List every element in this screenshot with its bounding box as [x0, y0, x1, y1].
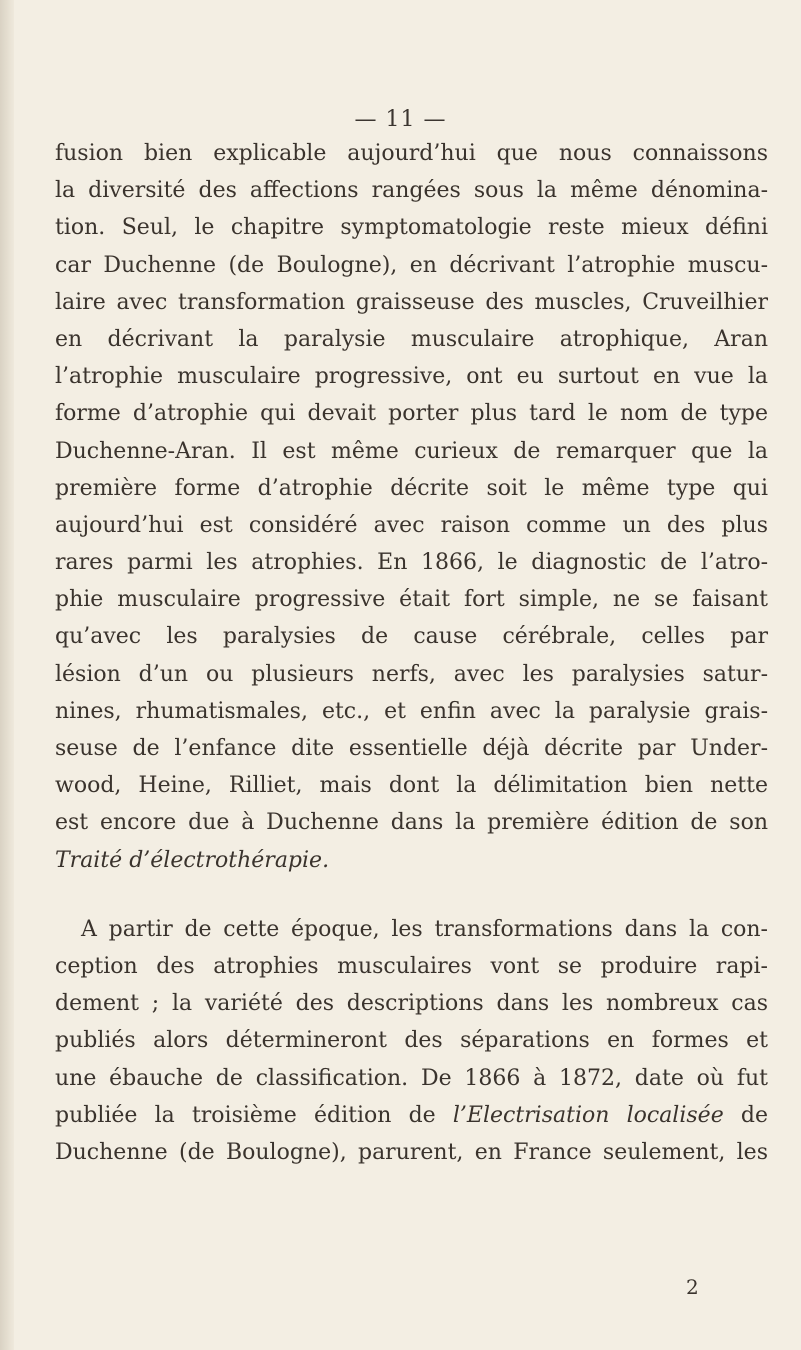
text-line: phie musculaire progressive était fort simple, ne se faisant	[55, 587, 768, 613]
text-line: A partir de cette époque, les transformations dans la con-	[81, 916, 768, 942]
text-line: aujourd’hui est considéré avec raison comme un des plus	[55, 512, 768, 538]
page-number: — 11 —	[354, 107, 447, 132]
text-line: publiés alors détermineront des séparations en formes et	[55, 1028, 768, 1054]
text-line: dement ; la variété des descriptions dans les nombreux cas	[55, 991, 768, 1017]
text-line: en décrivant la paralysie musculaire atrophique, Aran	[55, 326, 768, 352]
text-line: laire avec transformation graisseuse des muscles, Cruveilhier	[55, 289, 768, 315]
text-line: Duchenne-Aran. Il est même curieux de remarquer que la	[55, 438, 768, 464]
text-line: rares parmi les atrophies. En 1866, le diagnostic de l’atro-	[55, 550, 768, 576]
text-line: fusion bien explicable aujourd’hui que nous connaissons	[55, 141, 768, 166]
text-line: lésion d’un ou plusieurs nerfs, avec les paralysies satur-	[55, 661, 768, 687]
text-line: forme d’atrophie qui devait porter plus tard le nom de type	[55, 401, 768, 427]
text-segment: publiée la troisième édition de	[55, 1102, 453, 1128]
body-text	[55, 135, 768, 1171]
text-line: l’atrophie musculaire progressive, ont eu surtout en vue la	[55, 364, 768, 390]
text-line: qu’avec les paralysies de cause cérébrale, celles par	[55, 624, 768, 650]
text-line-mixed	[55, 1097, 768, 1134]
page-gutter-shadow	[0, 0, 14, 1350]
text-line: seuse de l’enfance dite essentielle déjà décrite par Under-	[55, 736, 768, 761]
text-line: la diversité des affections rangées sous la même dénomina-	[55, 178, 768, 204]
text-line: car Duchenne (de Boulogne), en décrivant l’atrophie muscu-	[55, 252, 768, 278]
text-line: première forme d’atrophie décrite soit le même type qui	[55, 475, 768, 501]
text-line: une ébauche de classification. De 1866 à 1872, date où fut	[55, 1065, 768, 1091]
text-line: Duchenne (de Boulogne), parurent, en France seulement, les	[55, 1139, 768, 1165]
signature-mark: 2	[686, 1275, 699, 1299]
text-line: est encore due à Duchenne dans la première édition de son	[55, 810, 768, 836]
book-title-italic: Traité d’électrothérapie.	[55, 847, 330, 873]
paragraph-gap	[55, 879, 768, 911]
book-title-italic: l’Electrisation localisée	[452, 1102, 724, 1128]
text-line: wood, Heine, Rilliet, mais dont la délimitation bien nette	[55, 773, 768, 799]
text-line: ception des atrophies musculaires vont se produire rapi-	[55, 953, 768, 979]
text-segment: de	[723, 1102, 768, 1128]
text-line: tion. Seul, le chapitre symptomatologie reste mieux défini	[55, 215, 768, 241]
text-line: nines, rhumatismales, etc., et enfin avec la paralysie grais-	[55, 698, 768, 724]
